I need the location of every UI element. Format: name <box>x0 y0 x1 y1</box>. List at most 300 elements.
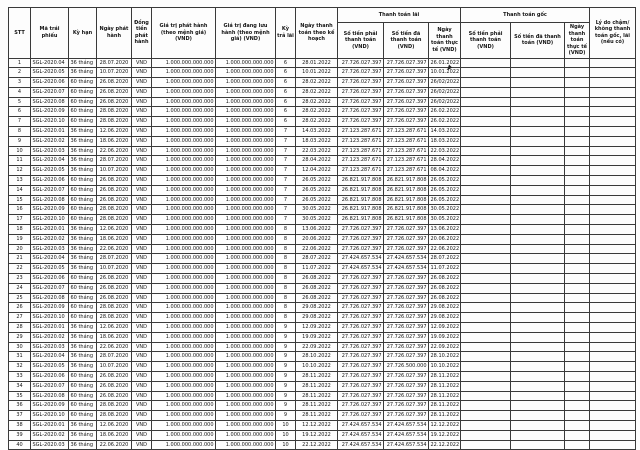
cell: 28.07.2022 <box>296 254 338 264</box>
cell: 26.821.917.808 <box>384 176 429 186</box>
cell: 1.000.000.000.000 <box>216 323 276 333</box>
cell: SGL-2020.10 <box>31 411 69 421</box>
cell: SGL-2020.06 <box>31 372 69 382</box>
cell: 27.726.027.397 <box>384 293 429 303</box>
cell: 28.11.2022 <box>429 411 461 421</box>
col-header-interest-due: Số tiền phải thanh toán (VND) <box>338 23 384 59</box>
cell: 10.01.2022 <box>296 68 338 78</box>
cell <box>565 323 590 333</box>
col-header-bond-code: Mã trái phiếu <box>31 8 69 59</box>
col-header-principal-actual-date: Ngày thanh toán thực tế (VND) <box>565 23 590 59</box>
cell: 27.726.027.397 <box>384 391 429 401</box>
cell: 27.424.657.534 <box>384 440 429 450</box>
cell: 22.03.2022 <box>429 146 461 156</box>
cell: 8 <box>276 293 296 303</box>
cell: 12 <box>9 166 31 176</box>
cell: 22.06.2020 <box>97 244 132 254</box>
cell: 7 <box>9 117 31 127</box>
cell <box>565 372 590 382</box>
cell: SGL-2020.09 <box>31 303 69 313</box>
cell <box>461 146 511 156</box>
cell: 7 <box>276 215 296 225</box>
cell: 1.000.000.000.000 <box>216 97 276 107</box>
cell: 27.726.027.397 <box>384 87 429 97</box>
cell: VND <box>132 430 152 440</box>
cell <box>461 215 511 225</box>
cell: VND <box>132 420 152 430</box>
cell <box>565 225 590 235</box>
cell <box>461 401 511 411</box>
cell: 22.06.2020 <box>97 342 132 352</box>
cell <box>590 146 636 156</box>
cell <box>511 342 565 352</box>
cell: 13.06.2022 <box>296 225 338 235</box>
cell: 27.726.027.397 <box>384 117 429 127</box>
cell <box>461 127 511 137</box>
cell: 12.09.2022 <box>429 323 461 333</box>
cell <box>590 225 636 235</box>
cell: 12.12.2022 <box>296 420 338 430</box>
cell <box>511 78 565 88</box>
cell: 28.11.2022 <box>429 381 461 391</box>
cell: 14 <box>9 185 31 195</box>
cell: VND <box>132 264 152 274</box>
cell: 19.09.2022 <box>296 332 338 342</box>
cell: 36 tháng <box>69 362 97 372</box>
cell: 1.000.000.000.000 <box>152 58 216 68</box>
cell: 28.07.2020 <box>97 156 132 166</box>
cell: 26.01.2022 <box>429 58 461 68</box>
cell <box>590 68 636 78</box>
table-row <box>9 411 636 421</box>
cell: 60 tháng <box>69 176 97 186</box>
cell: 2 <box>9 68 31 78</box>
cell: 1.000.000.000.000 <box>152 372 216 382</box>
cell: 27.726.027.397 <box>384 107 429 117</box>
cell: 36 tháng <box>69 332 97 342</box>
cell: 26.821.917.808 <box>338 176 384 186</box>
cell: 10 <box>276 420 296 430</box>
cell: 27.123.287.671 <box>338 146 384 156</box>
cell: 28.10.2022 <box>296 352 338 362</box>
cell <box>461 283 511 293</box>
cell: 27.726.027.397 <box>338 58 384 68</box>
cell: 12.06.2020 <box>97 323 132 333</box>
col-header-planned-payment-date: Ngày thanh toán theo kế hoạch <box>296 8 338 59</box>
cell <box>511 244 565 254</box>
cell <box>590 372 636 382</box>
cell: 28.10.2022 <box>429 352 461 362</box>
cell: 1.000.000.000.000 <box>152 352 216 362</box>
cell: 36 tháng <box>69 420 97 430</box>
cell <box>590 234 636 244</box>
col-header-issue-date: Ngày phát hành <box>97 8 132 59</box>
cell <box>565 136 590 146</box>
cell: 27.726.027.397 <box>338 323 384 333</box>
cell: 27.726.027.397 <box>384 401 429 411</box>
cell: 28.04.2022 <box>296 156 338 166</box>
cell <box>565 420 590 430</box>
table-row <box>9 215 636 225</box>
cell: 9 <box>276 323 296 333</box>
cell: 27.726.027.397 <box>384 411 429 421</box>
cell: 1.000.000.000.000 <box>216 176 276 186</box>
cell: 26/02/2022 <box>429 97 461 107</box>
cell: VND <box>132 323 152 333</box>
cell: SGL-2020.08 <box>31 195 69 205</box>
cell: 14.03.2022 <box>429 127 461 137</box>
cell: 29.08.2022 <box>429 313 461 323</box>
cell: 8 <box>276 283 296 293</box>
cell: 8 <box>276 274 296 284</box>
cell <box>565 234 590 244</box>
cell: 26.08.2022 <box>296 293 338 303</box>
cell: VND <box>132 332 152 342</box>
table-row <box>9 107 636 117</box>
cell <box>461 332 511 342</box>
cell: 22.06.2020 <box>97 440 132 450</box>
cell <box>590 332 636 342</box>
cell: 60 tháng <box>69 215 97 225</box>
cell <box>461 117 511 127</box>
cell <box>565 332 590 342</box>
table-row <box>9 195 636 205</box>
cell: 27.726.027.397 <box>338 107 384 117</box>
cell: 7 <box>276 185 296 195</box>
cell <box>590 87 636 97</box>
cell <box>511 127 565 137</box>
cell: 13.06.2022 <box>429 225 461 235</box>
cell <box>511 430 565 440</box>
cell: 36 tháng <box>69 166 97 176</box>
cell: 1.000.000.000.000 <box>216 254 276 264</box>
cell: 27.726.027.397 <box>384 274 429 284</box>
cell <box>590 411 636 421</box>
cell: 31 <box>9 352 31 362</box>
table-row <box>9 323 636 333</box>
cell: VND <box>132 352 152 362</box>
cell: 26.821.917.808 <box>338 205 384 215</box>
cell: 27.726.027.397 <box>384 234 429 244</box>
cell: SGL-2020.05 <box>31 362 69 372</box>
cell: 27.424.657.534 <box>384 264 429 274</box>
cell: 27.726.027.397 <box>338 391 384 401</box>
cell: 9 <box>276 381 296 391</box>
cell <box>565 176 590 186</box>
cell: SGL-2020.07 <box>31 283 69 293</box>
cell: 26.05.2022 <box>429 176 461 186</box>
cell: VND <box>132 254 152 264</box>
cell: 26.08.2020 <box>97 274 132 284</box>
cell: 26.08.2020 <box>97 381 132 391</box>
cell: 35 <box>9 391 31 401</box>
cell: 1.000.000.000.000 <box>152 87 216 97</box>
cell: 8 <box>276 244 296 254</box>
cell <box>461 136 511 146</box>
cell: 27.726.027.397 <box>384 58 429 68</box>
cell <box>590 156 636 166</box>
table-row <box>9 264 636 274</box>
cell: VND <box>132 372 152 382</box>
cell <box>590 97 636 107</box>
cell: 19.09.2022 <box>429 332 461 342</box>
cell <box>565 107 590 117</box>
table-row <box>9 293 636 303</box>
cell: 1.000.000.000.000 <box>152 342 216 352</box>
cell <box>565 215 590 225</box>
cell: 39 <box>9 430 31 440</box>
cell: 22.06.2022 <box>429 244 461 254</box>
cell: 27.726.027.397 <box>384 342 429 352</box>
cell: 1.000.000.000.000 <box>216 146 276 156</box>
cell: 1.000.000.000.000 <box>216 215 276 225</box>
cell: 27.123.287.671 <box>384 156 429 166</box>
cell: 22.09.2022 <box>296 342 338 352</box>
cell: 38 <box>9 420 31 430</box>
cell: 24 <box>9 283 31 293</box>
cell <box>565 274 590 284</box>
cell: SGL-2020.10 <box>31 215 69 225</box>
cell: 9 <box>276 411 296 421</box>
cell: 28.08.2020 <box>97 215 132 225</box>
cell: VND <box>132 136 152 146</box>
cell <box>590 283 636 293</box>
cell: 1.000.000.000.000 <box>152 107 216 117</box>
cell: 1.000.000.000.000 <box>152 274 216 284</box>
cell: 1.000.000.000.000 <box>152 97 216 107</box>
cell: 26/02/2022 <box>429 78 461 88</box>
cell: 20.06.2022 <box>296 234 338 244</box>
cell: SGL-2020.02 <box>31 332 69 342</box>
cell: 9 <box>9 136 31 146</box>
cell: 28.07.2020 <box>97 352 132 362</box>
cell: VND <box>132 107 152 117</box>
cell: 12.09.2022 <box>296 323 338 333</box>
cell <box>565 185 590 195</box>
cell: 1.000.000.000.000 <box>216 283 276 293</box>
cell: 1.000.000.000.000 <box>152 430 216 440</box>
cell: VND <box>132 225 152 235</box>
cell: 1 <box>9 58 31 68</box>
cell: SGL-2020.01 <box>31 323 69 333</box>
cell: 1.000.000.000.000 <box>216 127 276 137</box>
cell: SGL-2020.03 <box>31 146 69 156</box>
cell <box>511 352 565 362</box>
cell: 1.000.000.000.000 <box>152 156 216 166</box>
cell: 11.07.2022 <box>429 264 461 274</box>
cell: SGL-2020.09 <box>31 205 69 215</box>
cell: 60 tháng <box>69 381 97 391</box>
col-header-interest-period: Kỳ trả lãi <box>276 8 296 59</box>
cell: SGL-2020.02 <box>31 136 69 146</box>
cell <box>590 195 636 205</box>
table-row <box>9 274 636 284</box>
cell <box>590 401 636 411</box>
cell: VND <box>132 205 152 215</box>
cell: 36 tháng <box>69 127 97 137</box>
cell <box>461 176 511 186</box>
cell: 29.08.2022 <box>296 303 338 313</box>
cell <box>511 323 565 333</box>
cell: 36 tháng <box>69 234 97 244</box>
cell: 30.05.2022 <box>296 205 338 215</box>
cell <box>461 411 511 421</box>
cell: 1.000.000.000.000 <box>152 225 216 235</box>
table-row <box>9 117 636 127</box>
col-header-principal-due: Số tiền phải thanh toán (VND) <box>461 23 511 59</box>
cell: 60 tháng <box>69 313 97 323</box>
cell <box>565 117 590 127</box>
cell <box>511 440 565 450</box>
cell: 28.07.2020 <box>97 254 132 264</box>
cell: SGL-2020.03 <box>31 244 69 254</box>
cell <box>511 391 565 401</box>
cell <box>511 136 565 146</box>
cell: 18.03.2022 <box>429 136 461 146</box>
cell <box>461 87 511 97</box>
cell <box>590 205 636 215</box>
cell: 26.821.917.808 <box>384 185 429 195</box>
cell: 60 tháng <box>69 195 97 205</box>
cell: 1.000.000.000.000 <box>216 225 276 235</box>
cell: 27.424.657.534 <box>384 420 429 430</box>
cell: 1.000.000.000.000 <box>216 78 276 88</box>
cell: 28.02.2022 <box>296 78 338 88</box>
cell: SGL-2020.06 <box>31 274 69 284</box>
cell <box>511 401 565 411</box>
table-row <box>9 303 636 313</box>
cell: 30.05.2022 <box>429 205 461 215</box>
cell <box>565 264 590 274</box>
col-header-stt: STT <box>9 8 31 59</box>
cell: SGL-2020.09 <box>31 401 69 411</box>
cell: 1.000.000.000.000 <box>216 205 276 215</box>
cell: 60 tháng <box>69 401 97 411</box>
cell: 10.07.2020 <box>97 362 132 372</box>
cell: VND <box>132 303 152 313</box>
cell: 27.726.027.397 <box>338 274 384 284</box>
table-row <box>9 166 636 176</box>
cell: VND <box>132 283 152 293</box>
cell <box>590 107 636 117</box>
cell: 1.000.000.000.000 <box>152 283 216 293</box>
table-row <box>9 381 636 391</box>
cell: VND <box>132 244 152 254</box>
cell: 27.726.027.397 <box>338 303 384 313</box>
cell <box>590 440 636 450</box>
cell: 1.000.000.000.000 <box>152 244 216 254</box>
table-row <box>9 78 636 88</box>
cell: 26.08.2022 <box>296 274 338 284</box>
cell <box>590 264 636 274</box>
cell <box>565 430 590 440</box>
table-row <box>9 254 636 264</box>
cell: 26 <box>9 303 31 313</box>
cell: VND <box>132 342 152 352</box>
cell: 22.06.2022 <box>296 244 338 254</box>
cell: 26.05.2022 <box>296 195 338 205</box>
cell: 32 <box>9 362 31 372</box>
cell: 26.05.2022 <box>296 176 338 186</box>
cell: 60 tháng <box>69 411 97 421</box>
cell <box>461 381 511 391</box>
cell: 22.12.2022 <box>296 440 338 450</box>
cell <box>590 362 636 372</box>
cell: 7 <box>276 176 296 186</box>
cell: 28.07.2020 <box>97 58 132 68</box>
cell <box>511 372 565 382</box>
cell: 26/02/2022 <box>429 87 461 97</box>
cell: 27.123.287.671 <box>384 136 429 146</box>
cell: 1.000.000.000.000 <box>152 303 216 313</box>
cell: VND <box>132 68 152 78</box>
cell: 10 <box>9 146 31 156</box>
cell: 27.424.657.534 <box>384 254 429 264</box>
cell: 26.821.917.808 <box>338 185 384 195</box>
cell: 27.726.027.397 <box>384 225 429 235</box>
cell <box>461 166 511 176</box>
cell: 27.726.027.397 <box>338 283 384 293</box>
cell: 27.726.027.397 <box>384 352 429 362</box>
cell <box>565 195 590 205</box>
cell: 1.000.000.000.000 <box>216 420 276 430</box>
cell: 26.821.917.808 <box>384 215 429 225</box>
cell: 1.000.000.000.000 <box>152 117 216 127</box>
cell <box>565 283 590 293</box>
cell: 27.123.287.671 <box>338 156 384 166</box>
cell <box>511 215 565 225</box>
cell: 1.000.000.000.000 <box>216 381 276 391</box>
col-header-interest-actual-date: Ngày thanh toán thực tế (VND) <box>429 23 461 59</box>
table-row <box>9 440 636 450</box>
cell: 36 tháng <box>69 58 97 68</box>
cell: VND <box>132 146 152 156</box>
cell: VND <box>132 411 152 421</box>
cell: 8 <box>9 127 31 137</box>
cell: 1.000.000.000.000 <box>216 430 276 440</box>
cell: 1.000.000.000.000 <box>152 411 216 421</box>
cell: 27.726.027.397 <box>338 362 384 372</box>
cell: 18.06.2020 <box>97 332 132 342</box>
cell: 6 <box>276 87 296 97</box>
cell: 1.000.000.000.000 <box>216 117 276 127</box>
cell: 1.000.000.000.000 <box>216 58 276 68</box>
cell: SGL-2020.09 <box>31 107 69 117</box>
cell: 6 <box>276 107 296 117</box>
cell: VND <box>132 362 152 372</box>
cell: 9 <box>276 352 296 362</box>
cell: SGL-2020.08 <box>31 97 69 107</box>
cell: SGL-2020.08 <box>31 391 69 401</box>
cell: 10.07.2020 <box>97 166 132 176</box>
cell: 27.726.027.397 <box>384 78 429 88</box>
cell <box>511 293 565 303</box>
cell: 1.000.000.000.000 <box>216 342 276 352</box>
cell: VND <box>132 440 152 450</box>
cell <box>590 323 636 333</box>
cell: SGL-2020.05 <box>31 166 69 176</box>
cell: 26.02.2022 <box>429 107 461 117</box>
col-header-outstanding-value: Giá trị đang lưu hành (theo mệnh giá) (VND) <box>216 8 276 59</box>
cell <box>590 176 636 186</box>
cell <box>590 117 636 127</box>
cell: 30.05.2022 <box>429 215 461 225</box>
cell <box>461 78 511 88</box>
table-header <box>9 8 636 59</box>
cell <box>511 68 565 78</box>
cell: 1.000.000.000.000 <box>152 146 216 156</box>
cell: 36 tháng <box>69 136 97 146</box>
